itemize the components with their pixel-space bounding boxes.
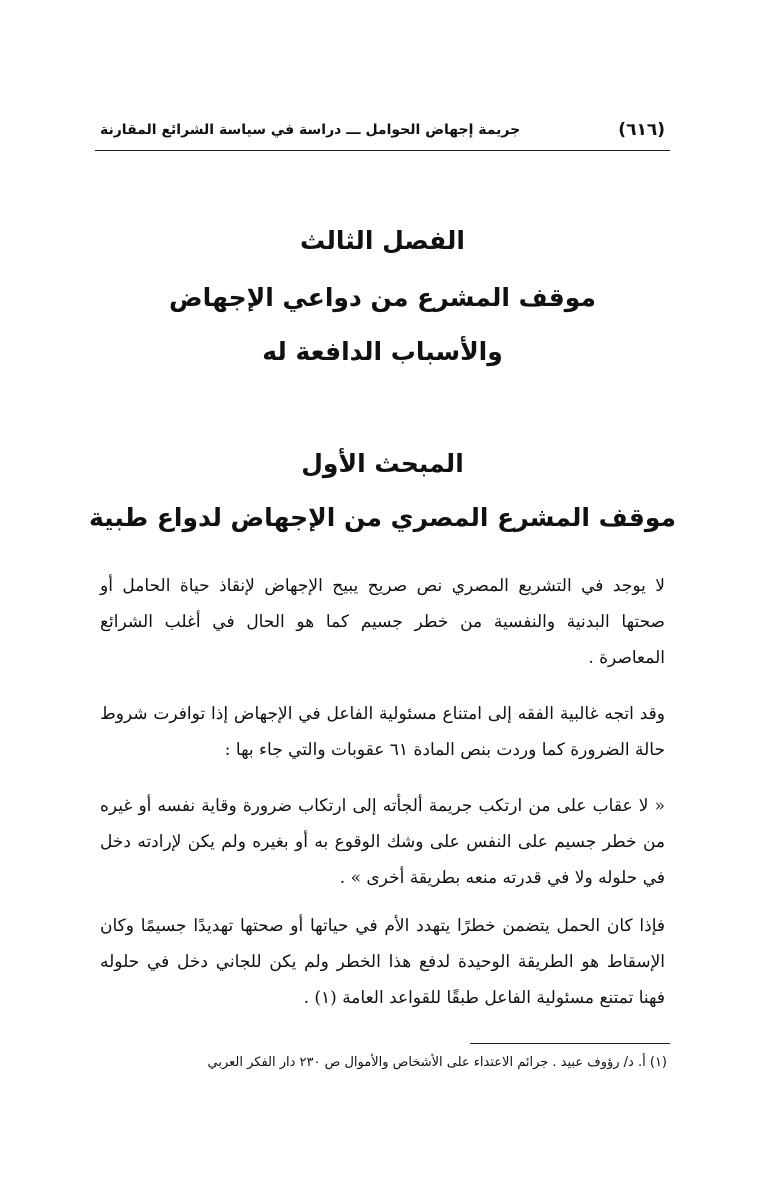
chapter-title-line-2: والأسباب الدافعة له	[262, 337, 503, 366]
body-paragraph-4: فإذا كان الحمل يتضمن خطرًا يتهدد الأم في حياتها أو صحتها تهديدًا جسيمًا وكان الإسقاط هو الطريقة الوحيدة لدفع هذا الخطر ولم يكن للجاني دخل في حلوله فهنا تمتنع مسئولية الفاعل طبقًا للقواعد العامة (١) .	[100, 916, 665, 1008]
chapter-label: الفصل الثالث	[299, 226, 465, 255]
section-title: موقف المشرع المصري من الإجهاض لدواع طبية	[89, 503, 676, 532]
chapter-title-line-1: موقف المشرع من دواعي الإجهاض	[169, 283, 596, 312]
footnote-divider	[470, 1043, 670, 1044]
page-number: (٦١٦)	[618, 120, 665, 140]
footnote: (١) أ. د/ رؤوف عبيد . جرائم الاعتداء على الأشخاص والأموال ص ٢٣٠ دار الفكر العربي	[207, 1055, 667, 1070]
body-paragraph-1: لا يوجد في التشريع المصري نص صريح يبيح الإجهاض لإنقاذ حياة الحامل أو صحتها البدنية والنفسية من خطر جسيم كما هو الحال في أغلب الشرائع المعاصرة .	[100, 576, 665, 668]
running-header	[100, 118, 665, 144]
body-paragraph-2: وقد اتجه غالبية الفقه إلى امتناع مسئولية الفاعل في الإجهاض إذا توافرت شروط حالة الضرورة كما وردت بنص المادة ٦١ عقوبات والتي جاء بها :	[100, 704, 665, 760]
running-header-title: جريمة إجهاض الحوامل ـــ دراسة في سياسة الشرائع المقارنة	[100, 122, 521, 138]
quoted-law-paragraph: « لا عقاب على من ارتكب جريمة ألجأته إلى ارتكاب ضرورة وقاية نفسه أو غيره من خطر جسيم على النفس على وشك الوقوع به أو بغيره ولم يكن لإرادته دخل في حلوله ولا في قدرته منعه بطريقة أخرى » .	[100, 796, 665, 888]
header-divider	[95, 150, 670, 151]
section-label: المبحث الأول	[301, 449, 464, 478]
